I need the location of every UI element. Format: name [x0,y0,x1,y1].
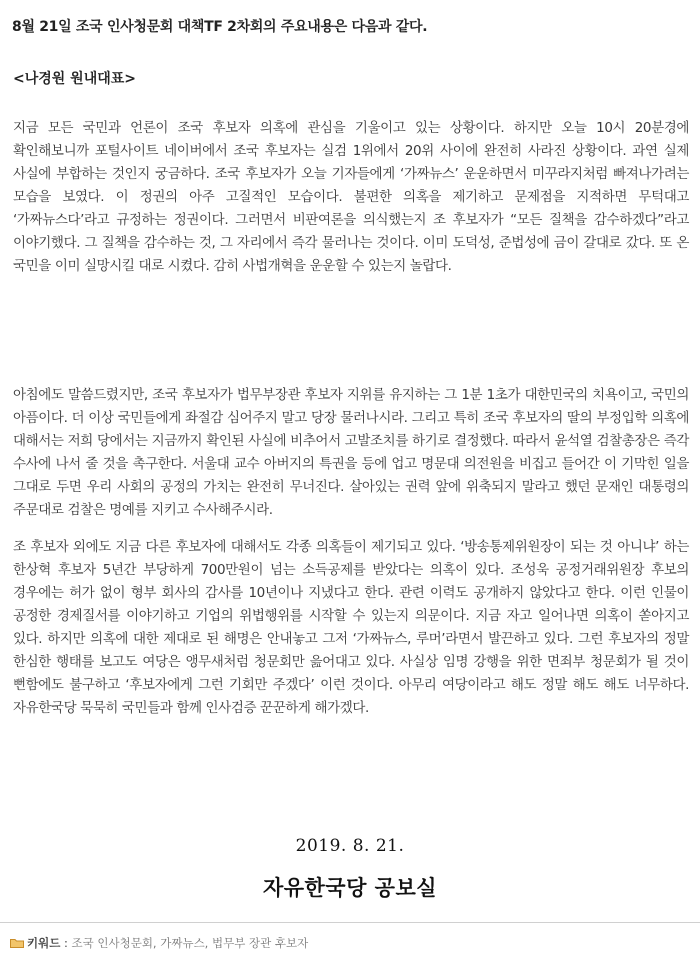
keywords-separator: : [60,936,72,950]
release-date: 2019. 8. 21. [295,836,405,856]
footer-divider [0,922,700,923]
folder-icon [10,937,24,947]
body-paragraph: 지금 모든 국민과 언론이 조국 후보자 의혹에 관심을 기울이고 있는 상황이다. 하지만 오늘 10시 20분경에 확인해보니까 포털사이트 네이버에서 조국 후보자는 실검 1위에서 20위 사이에 완전히 사라진 상황이다. 과연 실제 사실에 부합하는 것인지 궁금하다. 조국 후보자가 오늘 기자들에게 ‘가짜뉴스’ 운운하면서 미꾸라지처럼 빠져나가려는 모습을 보였다. 이 정권의 아주 고질적인 모습이다. 불편한 의혹을 제기하고 문제점을 지적하면 무턱대고 ‘가짜뉴스다’라고 규정하는 정권이다. 그러면서 비판여론을 의식했는지 조 후보자가 “모든 질책을 감수하겠다”라고 이야기했다. 그 질책을 감수하는 것, 그 자리에서 즉각 물러나는 것이다. 이미 도덕성, 준법성에 금이 갈대로 갔다. 또 온 국민을 이미 실망시킬 대로 시켰다. 감히 사법개혁을 운운할 수 있는지 놀랍다. [13,120,689,274]
page-heading: 8월 21일 조국 인사청문회 대책TF 2차회의 주요내용은 다음과 같다. [12,19,428,35]
keywords-row [10,935,308,951]
body-paragraph: 조 후보자 외에도 지금 다른 후보자에 대해서도 각종 의혹들이 제기되고 있다. ‘방송통제위원장이 되는 것 아니냐’ 하는 한상혁 후보자 5년간 부당하게 700만원이 넘는 소득공제를 받았다는 의혹이 있다. 조성욱 공정거래위원장 후보의 경우에는 허가 없이 형부 회사의 감사를 10년이나 지냈다고 한다. 관련 이력도 공개하지 않았다고 한다. 이런 인물이 공정한 경제질서를 이야기하고 기업의 위법행위를 시작할 수 있는지 의문이다. 지금 자고 일어나면 의혹이 쏟아지고 있다. 하지만 의혹에 대한 제대로 된 해명은 안내놓고 그저 ‘가짜뉴스, 루머’라면서 발끈하고 있다. 그런 후보자의 정말 한심한 행태를 보고도 여당은 앵무새처럼 청문회만 읊어대고 있다. 사실상 임명 강행을 위한 면죄부 청문회가 될 것이 뻔함에도 불구하고 ‘후보자에게 그런 기회만 주겠다’ 이런 것이다. 아무리 여당이라고 해도 정말 해도 해도 너무하다. 자유한국당 묵묵히 국민들과 함께 인사검증 꾼꾼하게 해가겠다. [13,539,689,716]
body-paragraph: 아침에도 말씀드렸지만, 조국 후보자가 법무부장관 후보자 지위를 유지하는 그 1분 1초가 대한민국의 치욕이고, 국민의 아픔이다. 더 이상 국민들에게 좌절감 심어주지 말고 당장 물러나시라. 그리고 특히 조국 후보자의 딸의 부정입학 의혹에 대해서는 저희 당에서는 지금까지 확인된 사실에 비추어서 고발조치를 하기로 결정했다. 따라서 윤석열 검찰총장은 즉각 수사에 나서 줄 것을 촉구한다. 서울대 교수 아버지의 특권을 등에 업고 명문대 의전원을 비집고 들어간 이 기막힌 일을 그대로 두면 우리 사회의 공정의 가치는 완전히 무너진다. 살아있는 권력 앞에 위축되지 말라고 했던 문재인 대통령의 주문대로 검찰은 명예를 지키고 수사해주시라. [13,387,689,518]
speaker-label: <나경원 원내대표> [13,71,137,87]
keywords-value[interactable]: 조국 인사청문회, 가짜뉴스, 법무부 장관 후보자 [71,936,309,950]
organization-name: 자유한국당 공보실 [262,876,438,900]
keywords-label: 키워드 [27,936,61,950]
